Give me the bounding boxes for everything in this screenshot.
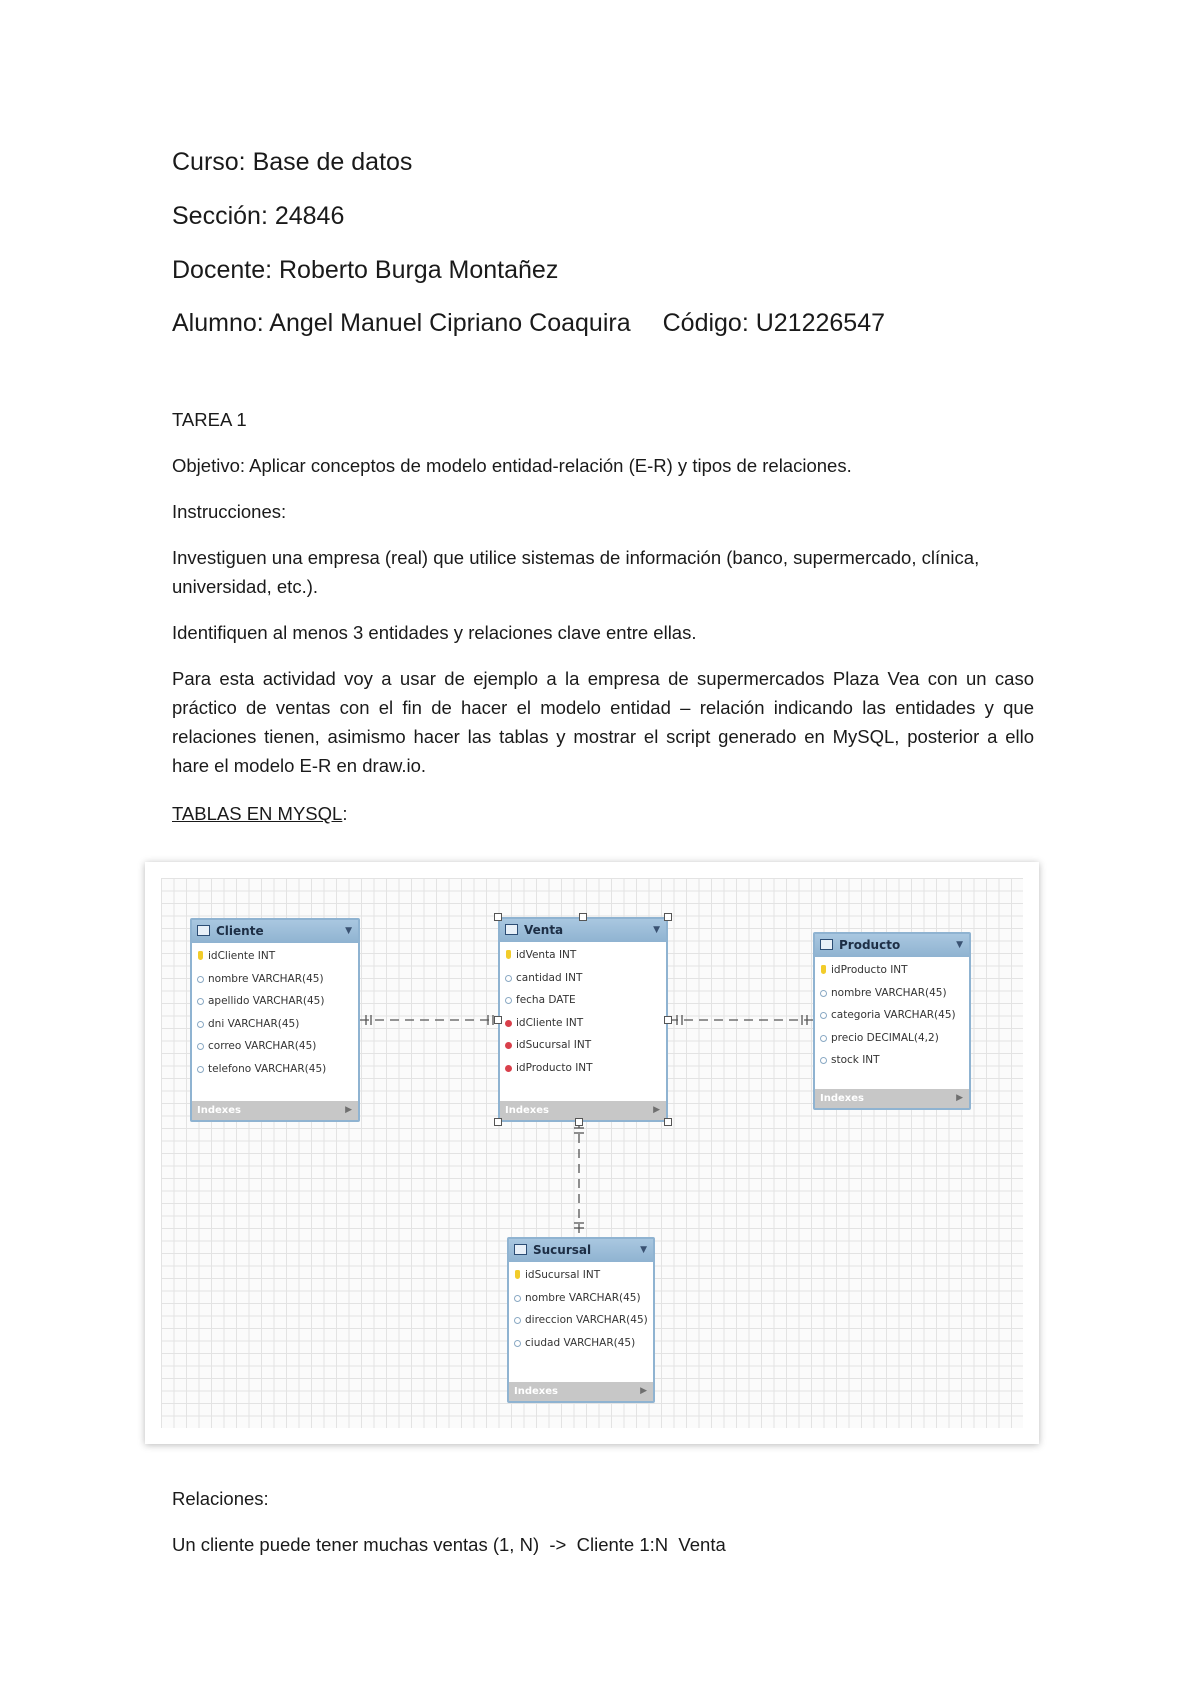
- entity-producto-title: Producto: [839, 938, 901, 952]
- field-row[interactable]: [509, 1287, 653, 1310]
- table-icon: [820, 939, 833, 950]
- field-label: precio DECIMAL(4,2): [831, 1031, 939, 1044]
- field-row[interactable]: [500, 989, 666, 1012]
- field-row[interactable]: [192, 1035, 358, 1058]
- entity-venta-fields: [500, 942, 666, 1083]
- field-label: nombre VARCHAR(45): [525, 1291, 641, 1304]
- field-label: idSucursal INT: [525, 1269, 601, 1281]
- field-row[interactable]: [500, 1057, 666, 1080]
- resize-handle[interactable]: [575, 1118, 583, 1126]
- field-label: categoria VARCHAR(45): [831, 1009, 956, 1021]
- table-icon: [505, 924, 518, 935]
- table-icon: [197, 925, 210, 936]
- collapse-caret-icon[interactable]: ▼: [640, 1245, 647, 1255]
- attribute-diamond-icon: [197, 1066, 204, 1073]
- field-label: idProducto INT: [516, 1061, 593, 1074]
- tables-heading-colon: :: [342, 803, 348, 824]
- field-label: apellido VARCHAR(45): [208, 995, 325, 1007]
- student-line: [172, 308, 885, 338]
- field-row[interactable]: [192, 990, 358, 1013]
- attribute-diamond-icon: [197, 998, 204, 1005]
- entity-producto-indexes[interactable]: [815, 1089, 969, 1108]
- expand-arrow-icon: ▶: [345, 1105, 352, 1115]
- expand-arrow-icon: ▶: [653, 1105, 660, 1115]
- field-row[interactable]: [500, 967, 666, 990]
- field-label: dni VARCHAR(45): [208, 1017, 300, 1030]
- entity-cliente-indexes[interactable]: [192, 1101, 358, 1120]
- indexes-label: Indexes: [820, 1093, 864, 1104]
- field-label: fecha DATE: [516, 994, 576, 1006]
- entity-sucursal-indexes[interactable]: [509, 1382, 653, 1401]
- collapse-caret-icon[interactable]: ▼: [653, 925, 660, 935]
- foreign-key-icon: [505, 1042, 512, 1049]
- field-row[interactable]: [192, 1013, 358, 1036]
- attribute-diamond-icon: [505, 975, 512, 982]
- relations-label: Relaciones:: [172, 1488, 269, 1509]
- field-label: ciudad VARCHAR(45): [525, 1336, 636, 1349]
- resize-handle[interactable]: [664, 1118, 672, 1126]
- resize-handle[interactable]: [494, 1118, 502, 1126]
- tables-heading: [172, 799, 347, 828]
- entity-cliente-header[interactable]: [192, 920, 358, 943]
- entity-venta[interactable]: [498, 917, 668, 1122]
- entity-cliente[interactable]: [190, 918, 360, 1122]
- field-row[interactable]: [192, 1058, 358, 1081]
- field-label: nombre VARCHAR(45): [208, 972, 324, 985]
- collapse-caret-icon[interactable]: ▼: [345, 926, 352, 936]
- attribute-diamond-icon: [197, 1043, 204, 1050]
- field-row[interactable]: [192, 968, 358, 991]
- entity-sucursal-header[interactable]: [509, 1239, 653, 1262]
- entity-venta-indexes[interactable]: [500, 1101, 666, 1120]
- indexes-label: Indexes: [514, 1386, 558, 1397]
- attribute-diamond-icon: [820, 1057, 827, 1064]
- attribute-diamond-icon: [514, 1317, 521, 1324]
- field-row[interactable]: [815, 1004, 969, 1027]
- field-row[interactable]: [815, 982, 969, 1005]
- attribute-diamond-icon: [514, 1295, 521, 1302]
- resize-handle[interactable]: [664, 1016, 672, 1024]
- primary-key-icon: [198, 951, 203, 960]
- expand-arrow-icon: ▶: [956, 1093, 963, 1103]
- entity-sucursal[interactable]: [507, 1237, 655, 1403]
- field-label: direccion VARCHAR(45): [525, 1314, 648, 1326]
- field-label: idSucursal INT: [516, 1039, 592, 1051]
- field-row[interactable]: [509, 1264, 653, 1287]
- field-label: idCliente INT: [208, 950, 276, 962]
- entity-producto-fields: [815, 957, 969, 1076]
- primary-key-icon: [506, 950, 511, 959]
- field-row[interactable]: [815, 1049, 969, 1072]
- primary-key-icon: [515, 1270, 520, 1279]
- foreign-key-icon: [505, 1065, 512, 1072]
- resize-handle[interactable]: [494, 1016, 502, 1024]
- activity-description: Para esta actividad voy a usar de ejemplo a la empresa de supermercados Plaza Vea con un caso práctico de ventas con el fin de hacer el modelo entidad – relación indicando las entidades y que relaciones tienen, asimismo hacer las tablas y mostrar el script generado en MySQL, posterior a ello hare el modelo E-R en draw.io.: [172, 668, 1034, 776]
- entity-cliente-title: Cliente: [216, 924, 264, 938]
- objective-text: Objetivo: Aplicar conceptos de modelo entidad-relación (E-R) y tipos de relaciones.: [172, 455, 852, 476]
- field-row[interactable]: [509, 1332, 653, 1355]
- field-row[interactable]: [500, 1034, 666, 1057]
- field-label: idProducto INT: [831, 964, 908, 976]
- field-label: idCliente INT: [516, 1016, 584, 1029]
- collapse-caret-icon[interactable]: ▼: [956, 940, 963, 950]
- rel-producto-marker: [677, 1015, 807, 1025]
- entity-cliente-fields: [192, 943, 358, 1084]
- expand-arrow-icon: ▶: [640, 1386, 647, 1396]
- primary-key-icon: [821, 965, 826, 974]
- attribute-diamond-icon: [514, 1340, 521, 1347]
- field-label: cantidad INT: [516, 971, 583, 984]
- entity-producto[interactable]: [813, 932, 971, 1110]
- attribute-diamond-icon: [505, 997, 512, 1004]
- field-row[interactable]: [815, 959, 969, 982]
- attribute-diamond-icon: [197, 1021, 204, 1028]
- resize-handle[interactable]: [664, 913, 672, 921]
- task-title: TAREA 1: [172, 409, 247, 430]
- instruction-1: Investiguen una empresa (real) que utilice sistemas de información (banco, supermercado, clínica, universidad, etc.).: [172, 547, 980, 597]
- indexes-label: Indexes: [505, 1105, 549, 1116]
- attribute-diamond-icon: [820, 1035, 827, 1042]
- field-label: telefono VARCHAR(45): [208, 1062, 327, 1075]
- relation-item: Un cliente puede tener muchas ventas (1, N) -> Cliente 1:N Venta: [172, 1534, 726, 1555]
- course-line: Curso: Base de datos: [172, 148, 413, 176]
- student-code: Código: U21226547: [662, 309, 886, 337]
- section-line: Sección: 24846: [172, 202, 345, 230]
- indexes-label: Indexes: [197, 1105, 241, 1116]
- resize-handle[interactable]: [579, 913, 587, 921]
- field-label: stock INT: [831, 1054, 880, 1066]
- entity-producto-header[interactable]: [815, 934, 969, 957]
- student-name: Alumno: Angel Manuel Cipriano Coaquira: [172, 309, 631, 337]
- field-row[interactable]: [815, 1027, 969, 1050]
- tables-heading-text: TABLAS EN MYSQL: [172, 803, 343, 824]
- attribute-diamond-icon: [820, 990, 827, 997]
- attribute-diamond-icon: [197, 976, 204, 983]
- resize-handle[interactable]: [494, 913, 502, 921]
- entity-venta-header[interactable]: [500, 919, 666, 942]
- instructions-label: Instrucciones:: [172, 501, 287, 522]
- field-row[interactable]: [500, 1012, 666, 1035]
- field-label: idVenta INT: [516, 949, 577, 961]
- field-row[interactable]: [500, 944, 666, 967]
- teacher-line: Docente: Roberto Burga Montañez: [172, 256, 559, 284]
- er-diagram: [145, 862, 1039, 1444]
- entity-sucursal-fields: [509, 1262, 653, 1358]
- field-row[interactable]: [509, 1309, 653, 1332]
- attribute-diamond-icon: [820, 1012, 827, 1019]
- field-row[interactable]: [192, 945, 358, 968]
- field-label: nombre VARCHAR(45): [831, 986, 947, 999]
- instruction-2: Identifiquen al menos 3 entidades y relaciones clave entre ellas.: [172, 622, 697, 643]
- entity-venta-title: Venta: [524, 923, 564, 937]
- entity-sucursal-title: Sucursal: [533, 1243, 592, 1257]
- field-label: correo VARCHAR(45): [208, 1040, 317, 1052]
- foreign-key-icon: [505, 1020, 512, 1027]
- table-icon: [514, 1244, 527, 1255]
